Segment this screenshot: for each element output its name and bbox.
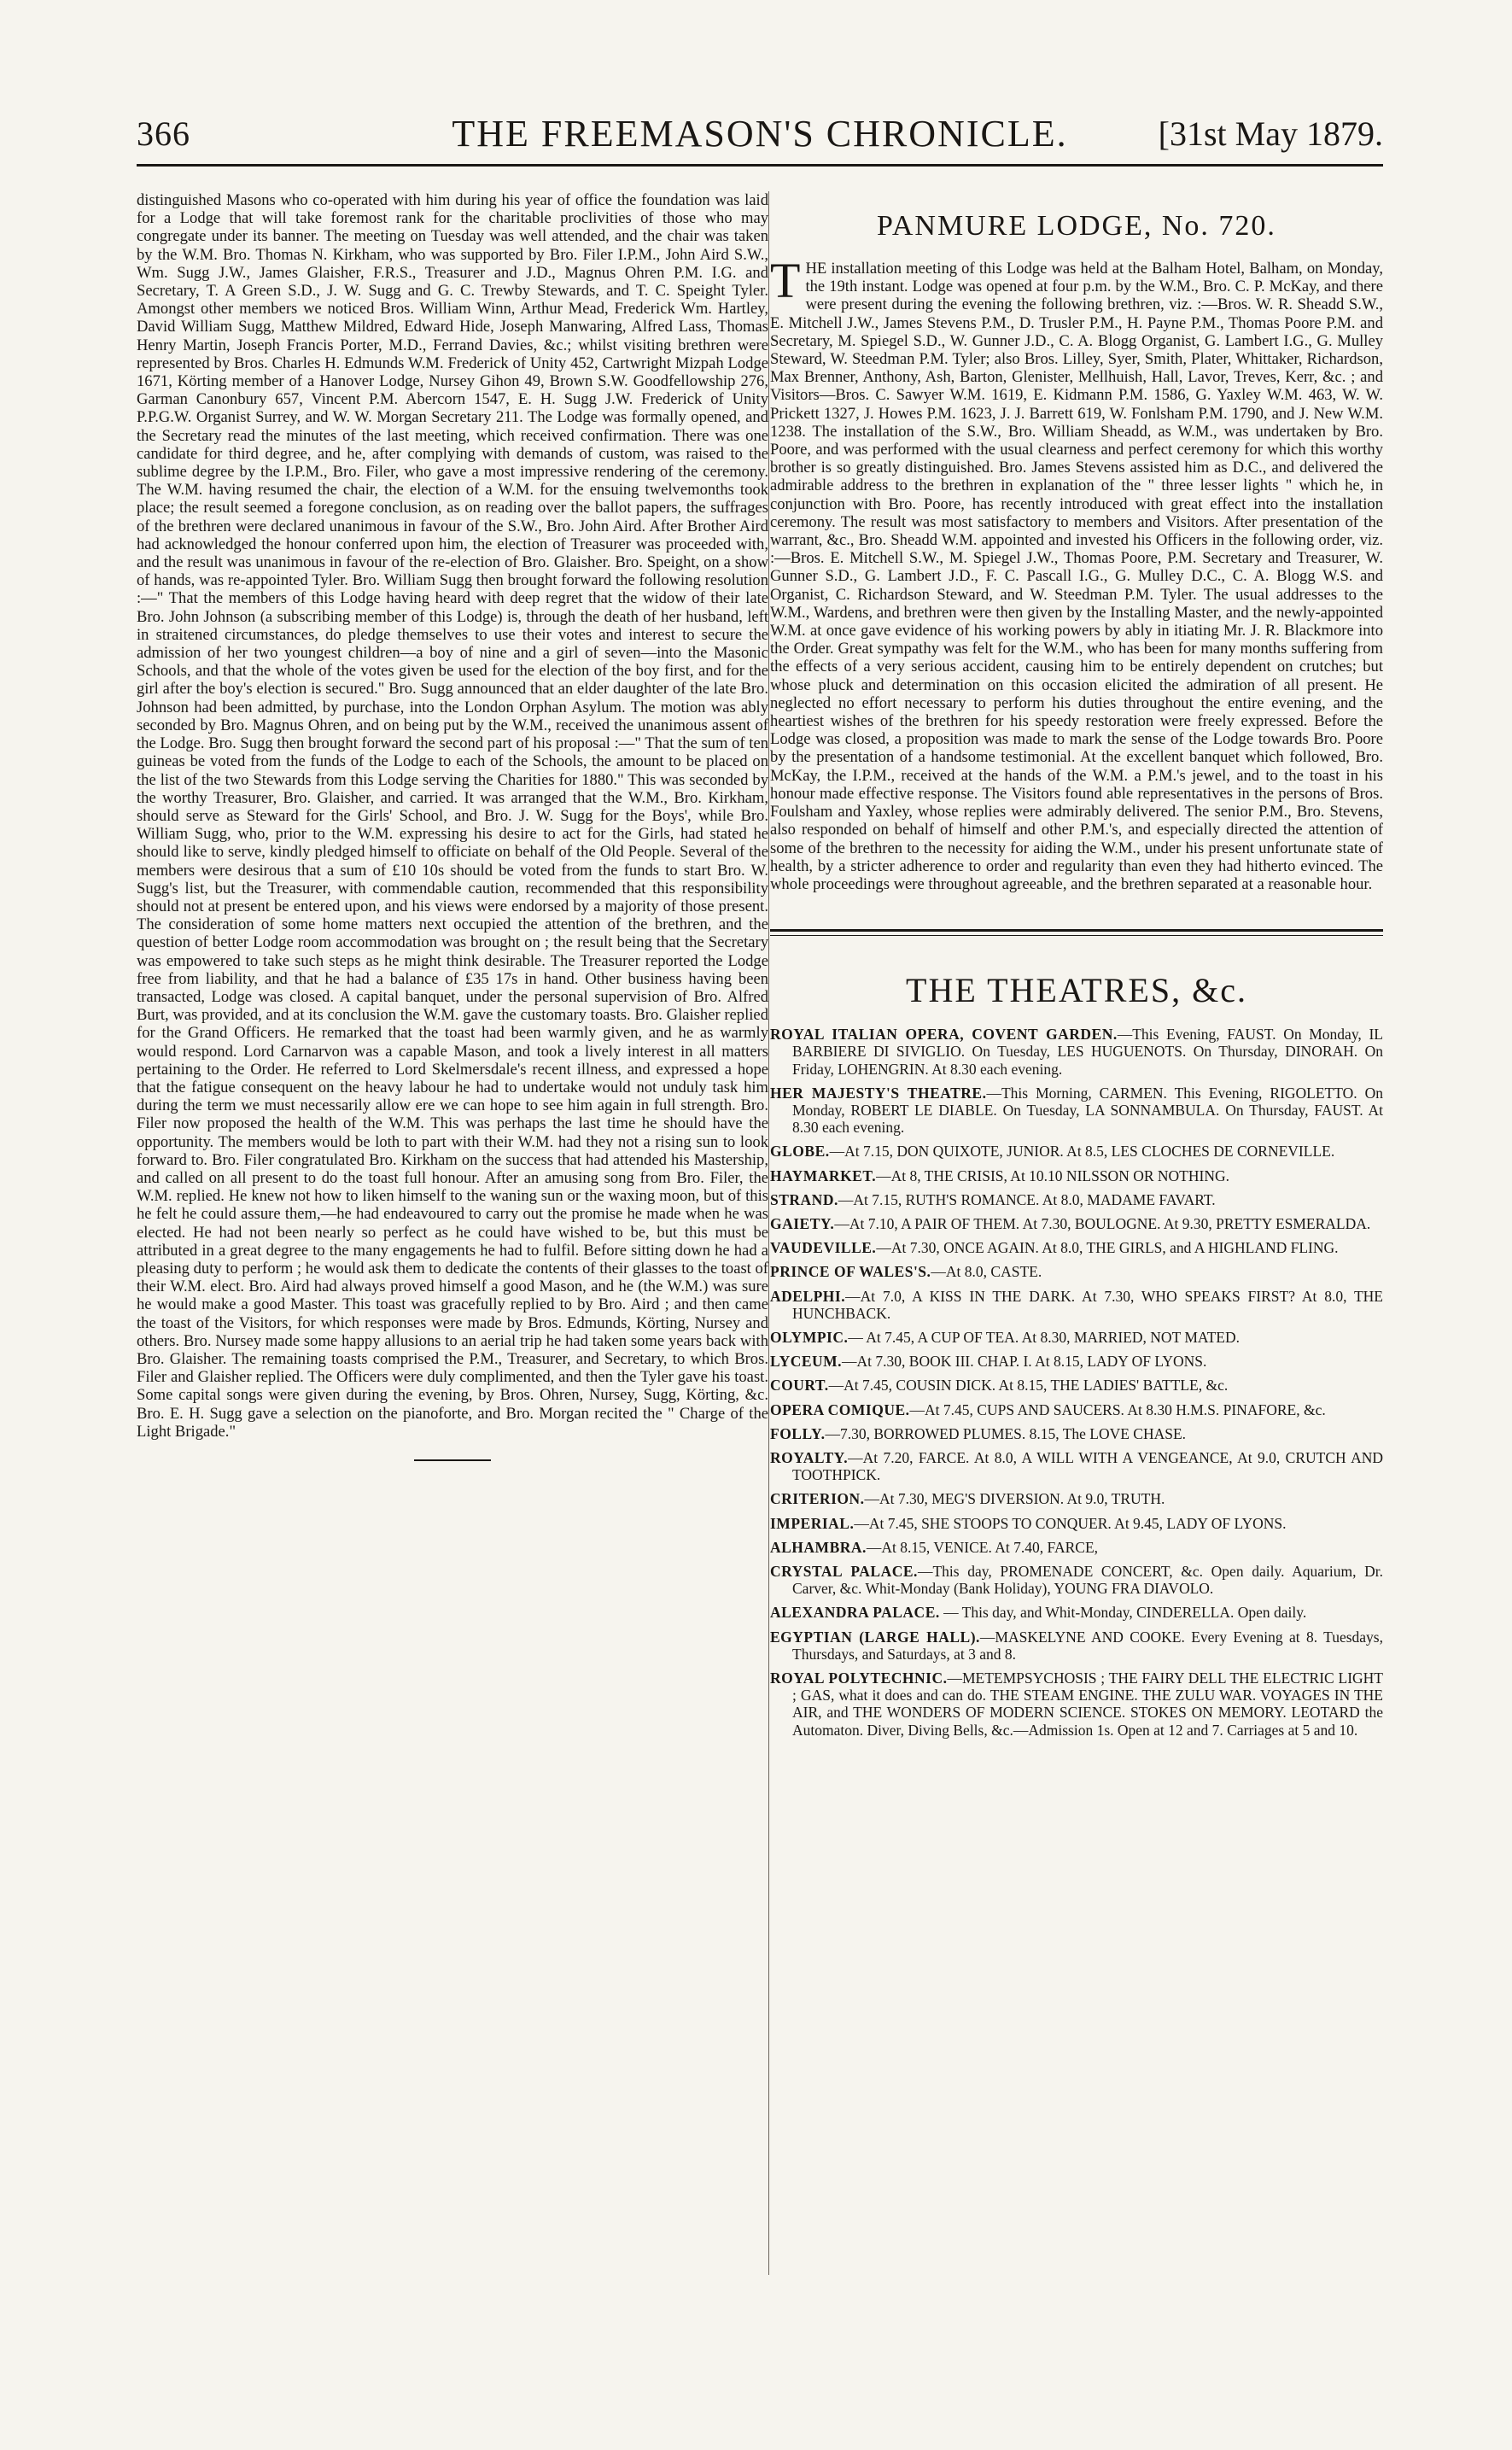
theatre-entry (770, 1563, 1383, 1597)
theatre-entry (770, 1239, 1383, 1256)
theatre-entry (770, 1288, 1383, 1322)
theatre-details: —This Morning, CARMEN. This Evening, RIGOLETTO. On Monday, ROBERT LE DIABLE. On Tuesday, LA SONNAMBULA. On Thursday, FAUST. At 8.30 each evening. (792, 1084, 1384, 1137)
theatre-details: —METEMPSYCHOSIS ; THE FAIRY DELL THE ELECTRIC LIGHT ; GAS, what it does and can do. THE STEAM ENGINE. THE ZULU WAR. VOYAGES IN THE AIR, and THE WONDERS OF MODERN SCIENCE. STOKES ON MEMORY. LEOTARD the Automaton. Diver, Diving Bells, &c.—Admission 1s. Open at 12 and 7. Carriages at 5 and 10. (792, 1669, 1383, 1739)
page-title: THE FREEMASON'S CHRONICLE. (452, 113, 1068, 155)
theatre-entry (770, 1515, 1383, 1532)
theatre-details: —7.30, BORROWED PLUMES. 8.15, The LOVE CHASE. (825, 1424, 1187, 1442)
theatre-entry (770, 1215, 1383, 1232)
panmure-article (770, 253, 1383, 893)
column-divider (768, 191, 769, 2275)
theatre-entry (770, 1490, 1383, 1507)
theatre-venue: IMPERIAL. (770, 1514, 855, 1532)
theatre-details: —At 8.0, CASTE. (931, 1263, 1042, 1281)
theatre-details: —MASKELYNE AND COOKE. Every Evening at 8. Tuesdays, Thursdays, and Saturdays, at 3 and 8. (792, 1628, 1383, 1663)
theatre-venue: ROYAL POLYTECHNIC. (770, 1669, 948, 1687)
theatre-details: —At 7.30, MEG'S DIVERSION. At 9.0, TRUTH. (864, 1490, 1165, 1508)
theatre-details: —At 7.0, A KISS IN THE DARK. At 7.30, WHO SPEAKS FIRST? At 8.0, THE HUNCHBACK. (792, 1287, 1383, 1322)
theatre-venue: GLOBE. (770, 1143, 830, 1161)
theatre-venue: HAYMARKET. (770, 1167, 877, 1184)
theatre-entry (770, 1329, 1383, 1346)
left-column (137, 191, 768, 1461)
article-paragraph: distinguished Masons who co-operated with him during his year of office the foundation was laid for a Lodge that will take foremost rank for the charitable proclivities of those who may congregate under its banner. The meeting on Tuesday was well attended, and the chair was taken by the W.M. Bro. Thomas N. Kirkham, who was supported by Bro. Filer I.P.M., John Aird S.W., Wm. Sugg J.W., James Glaisher, F.R.S., Treasurer and J.D., Magnus Ohren P.M. I.G. and Secretary, T. A Green S.D., J. W. Sugg and G. C. Trewby Stewards, and T. C. Speight Tyler. Amongst other members we noticed Bros. William Winn, Arthur Mead, Frederick Wm. Hartley, David William Sugg, Matthew Mildred, Edward Hide, Joseph Manwaring, Alfred Lass, Thomas Henry Martin, Joseph Francis Porter, M.D., Ferrand Davies, &c.; whilst visiting brethren were represented by Bros. Charles H. Edmunds W.M. Frederick of Unity 452, Cartwright Mizpah Lodge 1671, Körting member of a Hanover Lodge, Nursey Gihon 49, Brown S.W. Goodfellowship 276, Garman Canonbury 657, Vincent P.M. Abercorn 1547, E. H. Sugg J.W. Frederick of Unity P.P.G.W. Organist Surrey, and W. W. Morgan Secretary 211. The Lodge was formally opened, and the Secretary read the minutes of the last meeting, which received confirmation. There was one candidate for third degree, and he, after complying with demands of custom, was raised to the sublime degree by the I.P.M., Bro. Filer, who gave a most impressive rendering of the ceremony. The W.M. having resumed the chair, the election of a W.M. for the ensuing twelvemonths took place; the result seemed a foregone conclusion, as on reading over the ballot papers, the suffrages of the brethren were declared unanimous in favour of the S.W., Bro. John Aird. After Brother Aird had acknowledged the honour conferred upon him, the election of Treasurer was proceeded with, and the result was unanimous in favour of the re-election of Bro. Glaisher. Bro. Speight, on a show of hands, was re-appointed Tyler. Bro. William Sugg then brought forward the following resolution :—" That the members of this Lodge having heard with deep regret that the widow of their late Bro. John Johnson (a subscribing member of this Lodge) is, through the death of her husband, left in straitened circumstances, do pledge themselves to use their votes and interest to secure the admission of her two youngest children—a boy of nine and a girl of seven—into the Masonic Schools, and that the whole of the votes given be used for the election of the boy first, and for the girl after the boy's election is secured." Bro. Sugg announced that an elder daughter of the late Bro. Johnson had been admitted, by purchase, into the London Orphan Asylum. The motion was ably seconded by Bro. Magnus Ohren, and on being put by the W.M., received the unanimous assent of the Lodge. Bro. Sugg then brought forward the second part of his proposal :—" That the sum of ten guineas be voted from the funds of the Lodge to each of the Schools, the amount to be placed on the list of the two Stewards from this Lodge serving the Charities for 1880." This was seconded by the worthy Treasurer, Bro. Glaisher, and carried. It was arranged that the W.M., Bro. Kirkham, should serve as Steward for the Girls' School, and Bro. J. W. Sugg for the Boys', while Bro. William Sugg, who, prior to the W.M. expressing his desire to act for the Girls, had stated he should like to serve, kindly pledged himself to officiate on behalf of the Old People. Several of the members were desirous that a sum of £10 10s should be voted from the funds to start Bro. W. Sugg's list, but the Treasurer, with commendable caution, recommended that this responsibility should not at present be entered upon, and his views were endorsed by a majority of those present. The consideration of some home matters next occupied the attention of the brethren, and the question of better Lodge room accommodation was brought on ; the result being that the Secretary was empowered to take such steps as he might think desirable. The Treasurer reported the Lodge free from liability, and that he had a balance of £35 17s in hand. Other business having been transacted, Lodge was closed. A capital banquet, under the personal supervision of Bro. Alfred Burt, was provided, and at its conclusion the W.M. gave the customary toasts. Bro. Glaisher replied for the Grand Officers. He remarked that the toast had been warmly given, and he as warmly would respond. Lord Carnarvon was a capable Mason, and took a lively interest in all matters pertaining to the Order. He referred to Lord Skelmersdale's recent illness, and expressed a hope that the fatigue consequent on the heavy labour he had to undertake would not unduly task him during the term we must necessarily allow ere we can hope to see him again in full strength. Bro. Filer now proposed the health of the W.M. This was perhaps the last time he should have the opportunity. The members would be loth to part with their W.M. had they not a rising sun to look forward to. Bro. Filer congratulated Bro. Kirkham on the success that had attended his Mastership, and called on all present to do the toast full honour. After an amusing song from Bro. Filer, the W.M. replied. He knew not how to liken himself to the waning sun or the waxing moon, but of this he felt he could assure them,—he had endeavoured to carry out the promise he made when he was elected. He had not been nearly so perfect as he could have wished to be, but this must be attributed in a great degree to the many engagements he had to fulfil. Before sitting down he had a pleasing duty to perform ; he would ask them to dedicate the contents of their glasses to the toast of their W.M. elect. Bro. Aird had always proved himself a good Mason, and he (the W.M.) was sure he would make a good Master. This toast was gracefully replied to by Bro. Aird ; and then came the toast of the Visitors, for which responses were made by Bros. Edmunds, Körting, Nursey and others. Bro. Nursey made some happy allusions to an aerial trip he had taken some years back with Bro. Glaisher. The remaining toasts comprised the P.M., Treasurer, and Secretary, to which Bros. Filer and Glaisher replied. The Officers were duly complimented, and then the Tyler gave his toast. Some capital songs were given during the evening, by Bros. Ohren, Nursey, Sugg, Körting, &c. Bro. E. H. Sugg gave a selection on the pianoforte, and Bro. Morgan recited the " Charge of the Light Brigade." (137, 191, 768, 1441)
theatre-details: —At 8, THE CRISIS, At 10.10 NILSSON OR NOTHING. (876, 1167, 1229, 1184)
theatre-entry (770, 1628, 1383, 1663)
theatre-details: —At 7.15, DON QUIXOTE, JUNIOR. At 8.5, LES CLOCHES DE CORNEVILLE. (829, 1143, 1335, 1161)
theatre-entry (770, 1353, 1383, 1370)
theatre-details: —At 8.15, VENICE. At 7.40, FARCE, (866, 1538, 1099, 1556)
right-column (770, 191, 1383, 1745)
theatre-details: — At 7.45, A CUP OF TEA. At 8.30, MARRIED, NOT MATED. (848, 1328, 1240, 1346)
theatre-venue: ALHAMBRA. (770, 1538, 867, 1556)
masthead (137, 104, 1383, 167)
theatre-venue: LYCEUM. (770, 1353, 843, 1371)
theatre-venue: ALEXANDRA PALACE. (770, 1604, 940, 1622)
theatre-details: —At 7.30, ONCE AGAIN. At 8.0, THE GIRLS, and A HIGHLAND FLING. (876, 1239, 1339, 1257)
theatre-venue: CRYSTAL PALACE. (770, 1562, 918, 1580)
theatre-venue: OLYMPIC. (770, 1328, 849, 1346)
end-rule (414, 1459, 491, 1461)
theatre-details: —This day, PROMENADE CONCERT, &c. Open daily. Aquarium, Dr. Carver, &c. Whit-Monday (Bank Holiday), YOUNG FRA DIAVOLO. (792, 1562, 1384, 1598)
theatre-entry (770, 1026, 1383, 1078)
theatre-venue: ROYALTY. (770, 1448, 849, 1466)
theatre-venue: ROYAL ITALIAN OPERA, COVENT GARDEN. (770, 1026, 1118, 1044)
theatre-entry (770, 1539, 1383, 1556)
theatre-details: —At 7.45, CUPS AND SAUCERS. At 8.30 H.M.S. PINAFORE, &c. (909, 1400, 1326, 1418)
theatre-details: —At 7.45, COUSIN DICK. At 8.15, THE LADIES' BATTLE, &c. (828, 1377, 1229, 1395)
theatre-entry (770, 1377, 1383, 1394)
theatre-details: —At 7.10, A PAIR OF THEM. At 7.30, BOULOGNE. At 9.30, PRETTY ESMERALDA. (834, 1214, 1371, 1232)
theatre-venue: CRITERION. (770, 1490, 865, 1508)
theatre-entry (770, 1604, 1383, 1621)
theatre-entry (770, 1143, 1383, 1160)
theatre-venue: PRINCE OF WALES'S. (770, 1263, 931, 1281)
theatre-venue: EGYPTIAN (LARGE HALL). (770, 1628, 980, 1646)
panmure-text: HE installation meeting of this Lodge was held at the Balham Hotel, Balham, on Monday, the 19th instant. Lodge was opened at four p.m. by the W.M., Bro. C. P. McKay, and there were present during the evening the following brethren, viz. :—Bros. W. R. Sheadd S.W., E. Mitchell J.W., James Stevens P.M., D. Trusler P.M., H. Payne P.M., Thomas Poore P.M. and Secretary, M. Spiegel S.D., W. Gunner J.D., C. A. Blogg Organist, G. Lambert I.G., G. Mulley Steward, W. Steedman P.M. Tyler; also Bros. Lilley, Syer, Smith, Plater, Whittaker, Richardson, Max Brenner, Anthony, Ash, Barton, Glenister, Mellhuish, Hall, Lavor, Treves, Kerr, &c. ; and Visitors—Bros. C. Sawyer W.M. 1619, E. Kidmann P.M. 1586, G. Yaxley W.M. 463, W. W. Prickett 1327, J. Howes P.M. 1623, J. J. Barrett 619, W. Fonlsham P.M. 1790, and J. New W.M. 1238. The installation of the S.W., Bro. William Sheadd, as W.M., was undertaken by Bro. Poore, and was performed with the usual clearness and perfect ceremony for which this worthy brother is so greatly distinguished. Bro. James Stevens assisted him as D.C., and delivered the admirable address to the brethren in explanation of the " three lesser lights " which he, in conjunction with Bro. Poore, has recently introduced with great effect into the installation ceremony. The result was most satisfactory to members and Visitors. After presentation of the warrant, &c., Bro. Sheadd W.M. appointed and invested his Officers in the following order, viz. :—Bros. E. Mitchell S.W., M. Spiegel J.W., Thomas Poore, P.M. Secretary and Treasurer, W. Gunner S.D., G. Lambert J.D., F. C. Pascall I.G., G. Mulley D.C., C. A. Blogg W.S. and Organist, C. Richardson Steward, and W. Steedman P.M. Tyler. The usual addresses to the W.M., Wardens, and brethren were then given by the Installing Master, and the newly-appointed W.M. at once gave evidence of his working powers by ably in itiating Mr. J. R. Blackmore into the Order. Great sympathy was felt for the W.M., who has been for many months suffering from the effects of a very serious accident, causing him to be entirely dependent on crutches; but whose pluck and determination on this occasion elicited the admiration of all present. He neglected no effort necessary to perform his duties throughout the entire evening, and the heartiest wishes of the brethren for his speedy restoration were freely expressed. Before the Lodge was closed, a proposition was made to mark the sense of the Lodge towards Bro. Poore by the presentation of a handsome testimonial. At the excellent banquet which followed, Bro. McKay, the I.P.M., received at the hands of the W.M. a P.M.'s jewel, and to the toast in his honour made effective response. The Visitors found able representatives in the persons of Bros. Foulsham and Yaxley, whose replies were admirably delivered. The senior P.M., Bro. Stevens, also responded on behalf of himself and other P.M.'s, and especially directed the attention of some of the brethren to the necessity for aiding the W.M., under his present unfortunate state of health, by a stricter adherence to order and regularity than even they had hitherto evinced. The whole proceedings were throughout agreeable, and the brethren separated at a reasonable hour. (770, 260, 1383, 893)
section-separator (770, 929, 1383, 936)
theatre-details: — This day, and Whit-Monday, CINDERELLA. Open daily. (939, 1604, 1307, 1622)
theatre-entry (770, 1085, 1383, 1137)
theatre-venue: COURT. (770, 1377, 829, 1395)
theatre-details: —At 7.15, RUTH'S ROMANCE. At 8.0, MADAME FAVART. (838, 1190, 1216, 1208)
theatre-entry (770, 1449, 1383, 1483)
theatre-entry (770, 1401, 1383, 1418)
theatres-heading: THE THEATRES, &c. (906, 971, 1247, 1010)
theatre-venue: OPERA COMIQUE. (770, 1400, 910, 1418)
theatre-venue: HER MAJESTY'S THEATRE. (770, 1084, 987, 1102)
panmure-heading: PANMURE LODGE, No. 720. (877, 210, 1276, 242)
theatre-details: —At 7.30, BOOK III. CHAP. I. At 8.15, LADY OF LYONS. (842, 1353, 1207, 1371)
drop-cap: T (770, 253, 801, 308)
theatre-details: —At 7.20, FARCE. At 8.0, A WILL WITH A VENGEANCE, At 9.0, CRUTCH AND TOOTHPICK. (792, 1448, 1383, 1484)
theatre-details: —This Evening, FAUST. On Monday, IL BARBIERE DI SIVIGLIO. On Tuesday, LES HUGUENOTS. On Thursday, DINORAH. On Friday, LOHENGRIN. At 8.30 each evening. (792, 1026, 1383, 1078)
theatre-venue: VAUDEVILLE. (770, 1239, 877, 1257)
theatre-entry (770, 1425, 1383, 1442)
theatre-listings (770, 1026, 1383, 1739)
theatre-entry (770, 1167, 1383, 1184)
theatre-venue: STRAND. (770, 1190, 838, 1208)
theatre-venue: GAIETY. (770, 1214, 835, 1232)
theatre-venue: ADELPHI. (770, 1287, 846, 1305)
theatre-entry (770, 1263, 1383, 1280)
page-number: 366 (137, 114, 190, 153)
theatre-details: —At 7.45, SHE STOOPS TO CONQUER. At 9.45, LADY OF LYONS. (854, 1514, 1287, 1532)
theatre-venue: FOLLY. (770, 1424, 826, 1442)
theatre-entry (770, 1669, 1383, 1739)
issue-date: [31st May 1879. (1158, 114, 1383, 153)
theatre-entry (770, 1191, 1383, 1208)
